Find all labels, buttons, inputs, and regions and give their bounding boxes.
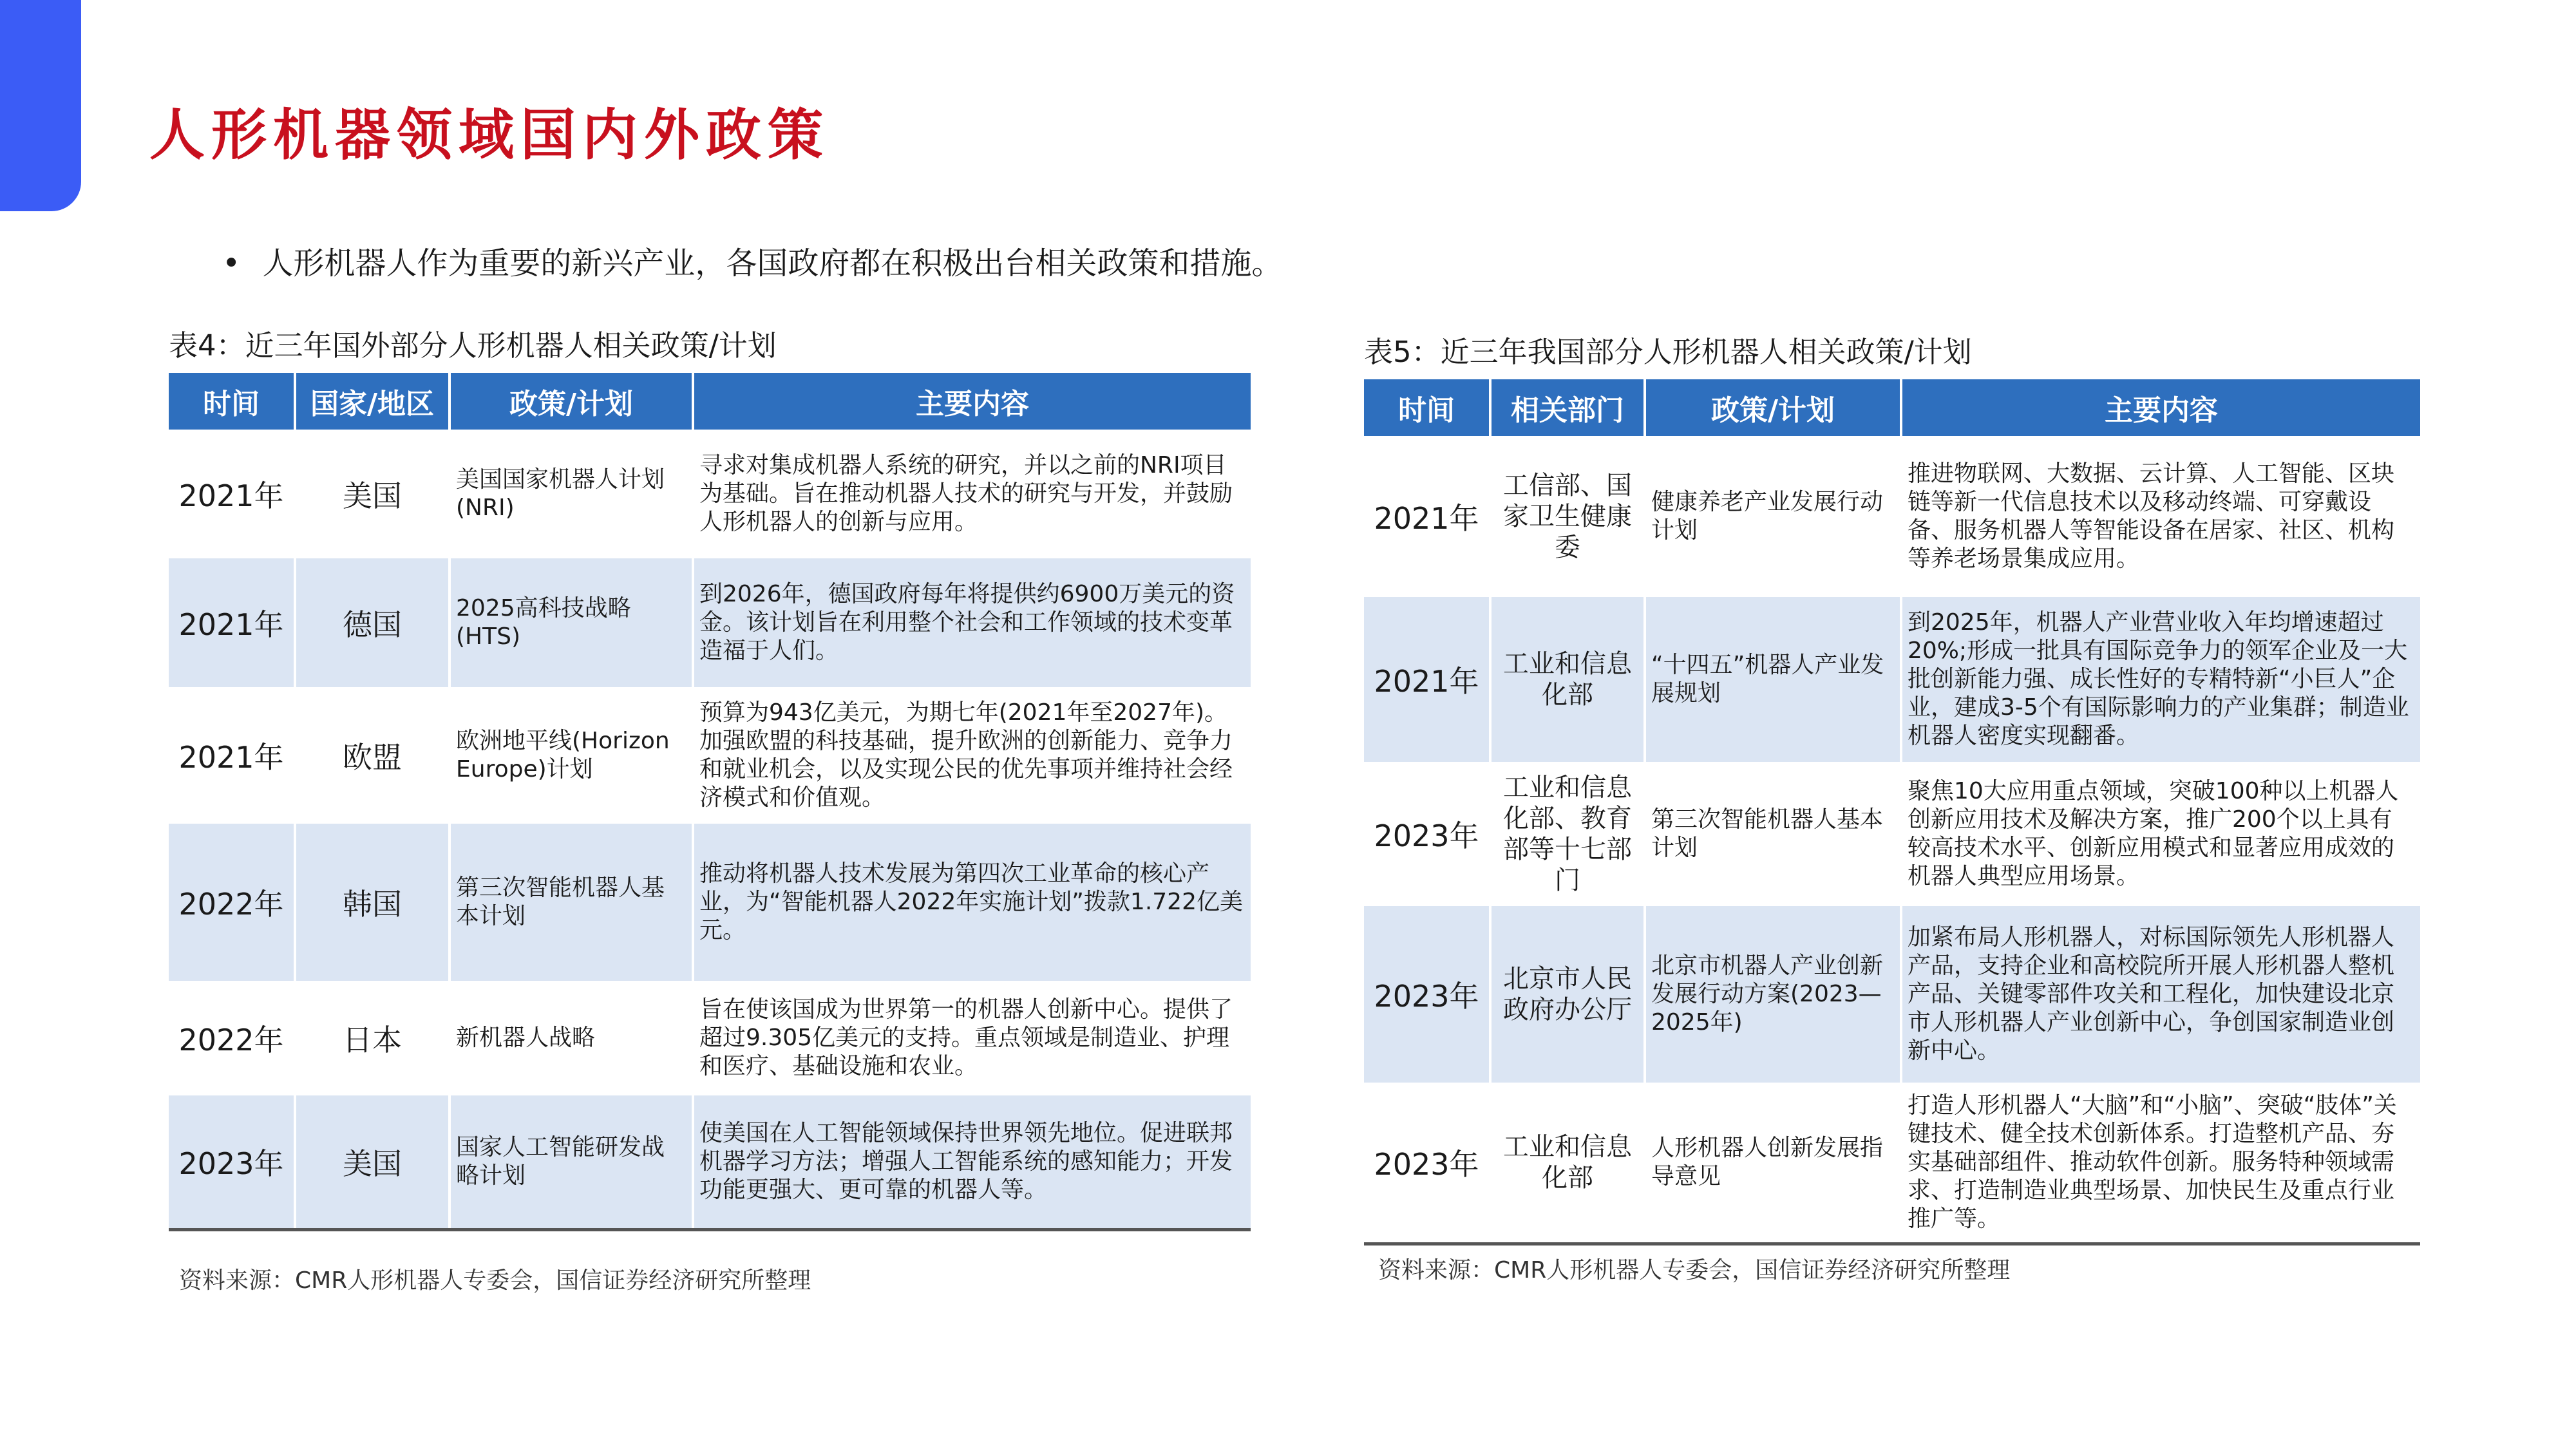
table4-header-content: 主要内容 — [693, 373, 1251, 430]
table-row — [169, 687, 1251, 824]
table-row — [169, 824, 1251, 981]
row-policy: 第三次智能机器人基本计划 — [450, 824, 693, 981]
row-region: 美国 — [295, 430, 450, 558]
table4-header-region: 国家/地区 — [295, 373, 450, 430]
row-policy: 北京市机器人产业创新发展行动方案(2023—2025年) — [1645, 906, 1901, 1083]
table-row — [1364, 762, 2420, 906]
table-row — [169, 558, 1251, 687]
row-year: 2023年 — [1364, 906, 1490, 1083]
bullet-dot: • — [222, 245, 241, 281]
row-policy: 新机器人战略 — [450, 981, 693, 1095]
row-year: 2021年 — [169, 687, 295, 824]
row-dept: 工业和信息化部、教育部等十七部门 — [1490, 762, 1645, 906]
table-row — [169, 981, 1251, 1095]
table4-source: 资料来源：CMR人形机器人专委会，国信证券经济研究所整理 — [179, 1267, 811, 1294]
row-content: 加紧布局人形机器人，对标国际领先人形机器人产品，支持企业和高校院所开展人形机器人整机产品、关键零部件攻关和工程化，加快建设北京市人形机器人产业创新中心，争创国家制造业创新中心。 — [1901, 906, 2420, 1083]
row-content: 旨在使该国成为世界第一的机器人创新中心。提供了超过9.305亿美元的支持。重点领域是制造业、护理和医疗、基础设施和农业。 — [699, 996, 1233, 1079]
row-policy: 美国国家机器人计划(NRI) — [450, 430, 693, 558]
row-content: 聚焦10大应用重点领域，突破100种以上机器人创新应用技术及解决方案，推广200个以上具有较高技术水平、创新应用模式和显著应用成效的机器人典型应用场景。 — [1908, 778, 2399, 889]
table5-caption: 表5：近三年我国部分人形机器人相关政策/计划 — [1364, 335, 1972, 369]
row-content: 预算为943亿美元，为期七年(2021年至2027年)。加强欧盟的科技基础，提升欧洲的创新能力、竞争力和就业机会，以及实现公民的优先事项并维持社会经济模式和价值观。 — [699, 699, 1233, 811]
row-content: 推动将机器人技术发展为第四次工业革命的核心产业，为“智能机器人2022年实施计划”拨款1.722亿美元。 — [693, 824, 1251, 981]
row-year: 2021年 — [169, 558, 295, 687]
row-dept: 工业和信息化部 — [1490, 597, 1645, 762]
row-region: 日本 — [295, 981, 450, 1095]
table5-header-policy: 政策/计划 — [1645, 379, 1901, 436]
row-policy: 健康养老产业发展行动计划 — [1645, 436, 1901, 597]
table5-source: 资料来源：CMR人形机器人专委会，国信证券经济研究所整理 — [1378, 1257, 2011, 1283]
row-content: 到2025年，机器人产业营业收入年均增速超过20%;形成一批具有国际竞争力的领军企业及一大批创新能力强、成长性好的专精特新“小巨人”企业，建成3-5个有国际影响力的产业集群；制造业机器人密度实现翻番。 — [1901, 597, 2420, 762]
page-title: 人形机器领域国内外政策 — [149, 103, 829, 167]
row-policy: “十四五”机器人产业发展规划 — [1645, 597, 1901, 762]
intro-bullet — [222, 238, 1282, 283]
row-region: 美国 — [295, 1095, 450, 1229]
row-content: 使美国在人工智能领域保持世界领先地位。促进联邦机器学习方法；增强人工智能系统的感知能力；开发功能更强大、更可靠的机器人等。 — [693, 1095, 1251, 1229]
row-content: 到2026年，德国政府每年将提供约6900万美元的资金。该计划旨在利用整个社会和工作领域的技术变革造福于人们。 — [693, 558, 1251, 687]
table-row — [1364, 597, 2420, 762]
row-region: 韩国 — [295, 824, 450, 981]
row-year: 2023年 — [1364, 1083, 1490, 1244]
table5-header-content: 主要内容 — [1901, 379, 2420, 436]
table4-header-time: 时间 — [169, 373, 295, 430]
row-dept: 工信部、国家卫生健康委 — [1490, 436, 1645, 597]
table4-block — [169, 322, 1251, 1231]
row-policy: 欧洲地平线(Horizon Europe)计划 — [450, 687, 693, 824]
row-content: 寻求对集成机器人系统的研究，并以之前的NRI项目为基础。旨在推动机器人技术的研究与开发，并鼓励人形机器人的创新与应用。 — [699, 452, 1233, 535]
row-year: 2023年 — [1364, 762, 1490, 906]
table-row — [169, 1095, 1251, 1229]
row-year: 2021年 — [1364, 597, 1490, 762]
row-region: 欧盟 — [295, 687, 450, 824]
row-policy: 人形机器人创新发展指导意见 — [1645, 1083, 1901, 1244]
row-year: 2021年 — [169, 430, 295, 558]
row-content: 推进物联网、大数据、云计算、人工智能、区块链等新一代信息技术以及移动终端、可穿戴设备、服务机器人等智能设备在居家、社区、机构等养老场景集成应用。 — [1908, 460, 2395, 572]
row-policy: 国家人工智能研发战略计划 — [450, 1095, 693, 1229]
row-policy: 第三次智能机器人基本计划 — [1645, 762, 1901, 906]
row-region: 德国 — [295, 558, 450, 687]
table-row — [1364, 1083, 2420, 1244]
table4 — [169, 373, 1251, 1231]
table5 — [1364, 379, 2420, 1245]
table-row — [1364, 906, 2420, 1083]
table5-header-dept: 相关部门 — [1490, 379, 1645, 436]
row-year: 2022年 — [169, 824, 295, 981]
row-year: 2023年 — [169, 1095, 295, 1229]
accent-bar — [0, 0, 81, 211]
row-year: 2022年 — [169, 981, 295, 1095]
row-policy: 2025高科技战略(HTS) — [450, 558, 693, 687]
table4-caption: 表4：近三年国外部分人形机器人相关政策/计划 — [169, 328, 777, 363]
table-row — [169, 430, 1251, 558]
row-content: 打造人形机器人“大脑”和“小脑”、突破“肢体”关键技术、健全技术创新体系。打造整机产品、夯实基础部组件、推动软件创新。服务特种领域需求、打造制造业典型场景、加快民生及重点行业推广等。 — [1901, 1083, 2420, 1244]
intro-text: 人形机器人作为重要的新兴产业，各国政府都在积极出台相关政策和措施。 — [262, 245, 1283, 281]
row-dept: 工业和信息化部 — [1490, 1083, 1645, 1244]
table-row — [1364, 436, 2420, 597]
row-dept: 北京市人民政府办公厅 — [1490, 906, 1645, 1083]
row-year: 2021年 — [1364, 436, 1490, 597]
table5-block — [1364, 328, 2420, 1245]
table5-header-time: 时间 — [1364, 379, 1490, 436]
table4-header-policy: 政策/计划 — [450, 373, 693, 430]
